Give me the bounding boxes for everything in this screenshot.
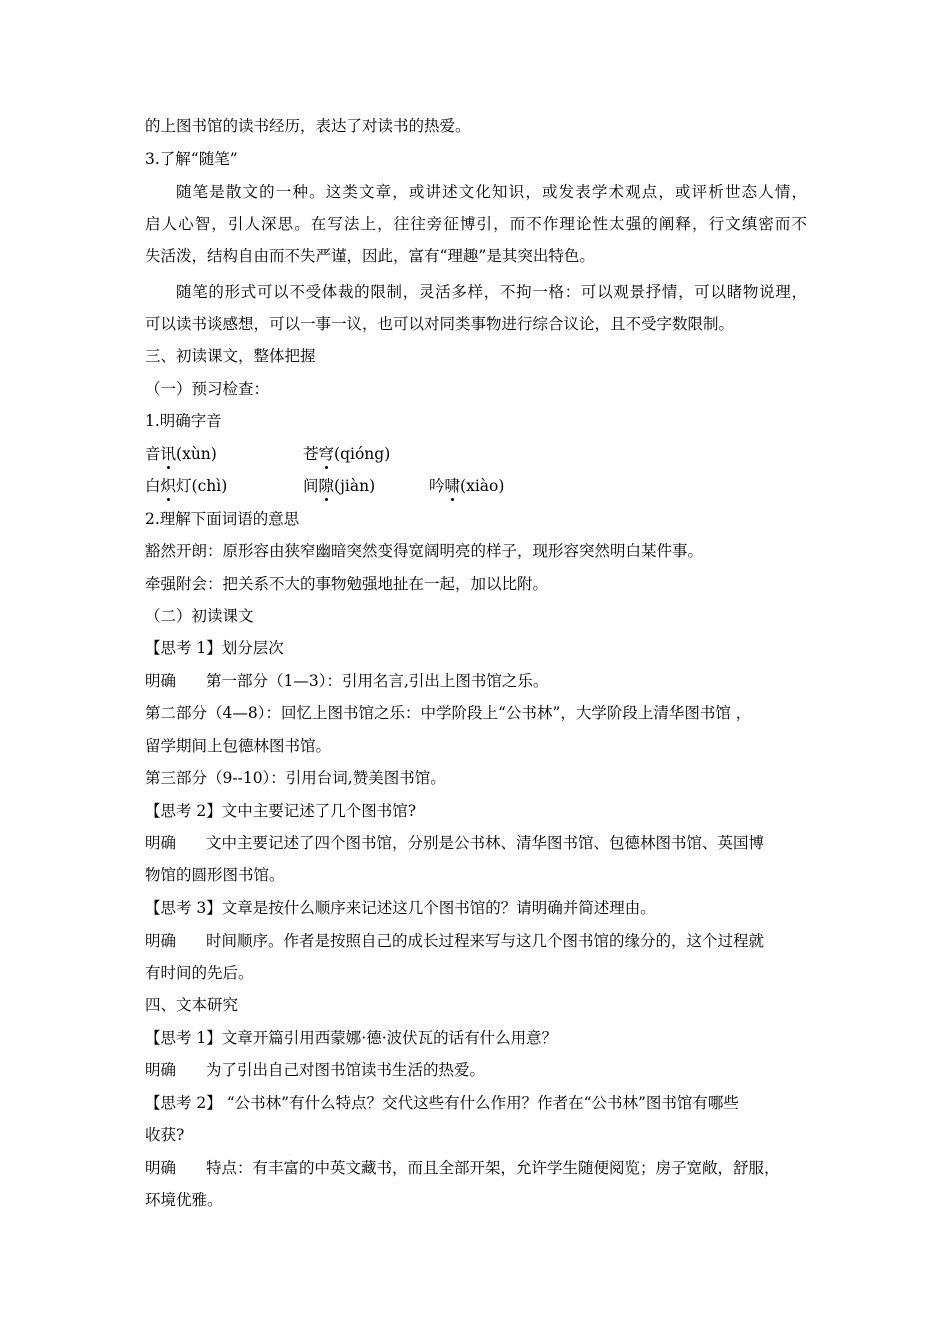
question-heading: 【思考 2】 “公书林”有什么特点？交代这些有什么作用？作者在“公书林”图书馆有哪些 (145, 1094, 739, 1112)
answer-line: 环境优雅。 (145, 1191, 223, 1209)
item-heading: 1.明确字音 (145, 412, 222, 430)
section-heading: 3.了解“随笔” (145, 150, 238, 168)
question-heading: 【思考 1】划分层次 (145, 639, 284, 657)
paragraph-line: 可以读书谈感想，可以一事一议，也可以对同类事物进行综合议论，且不受字数限制。 (145, 315, 735, 333)
answer-line: 留学期间上包德林图书馆。 (145, 737, 332, 755)
subsection-heading: （一）预习检查： (145, 380, 270, 398)
pronunciation-item: 苍穹(qióng) (303, 445, 391, 463)
paragraph-line: 启人心智，引人深思。在写法上，往往旁征博引，而不作理论性太强的阐释，行文缜密而不 (145, 215, 807, 233)
answer-line: 物馆的圆形图书馆。 (145, 866, 285, 884)
question-heading: 【思考 1】文章开篇引用西蒙娜·德·波伏瓦的话有什么用意？ (145, 1029, 558, 1047)
pronunciation-item: 吟啸(xiào) (429, 477, 505, 495)
answer-line: 明确 为了引出自己对图书馆读书生活的热爱。 (145, 1061, 486, 1079)
definition-line: 豁然开朗：原形容由狭窄幽暗突然变得宽阔明亮的样子，现形容突然明白某件事。 (145, 542, 704, 560)
paragraph-line: 的上图书馆的读书经历，表达了对读书的热爱。 (145, 117, 471, 135)
answer-line: 明确 特点：有丰富的中英文藏书，而且全部开架，允许学生随便阅览；房子宽敞，舒服， (145, 1159, 780, 1177)
subsection-heading: （二）初读课文 (145, 607, 254, 625)
pronunciation-item: 间隙(jiàn) (303, 477, 376, 495)
answer-line: 第三部分（9--10）：引用台词,赞美图书馆。 (145, 769, 446, 787)
definition-line: 牵强附会：把关系不大的事物勉强地扯在一起，加以比附。 (145, 575, 549, 593)
paragraph-line: 随笔的形式可以不受体裁的限制，灵活多样，不拘一格：可以观景抒情，可以睹物说理， (176, 283, 807, 301)
paragraph-line: 随笔是散文的一种。这类文章，或讲述文化知识，或发表学术观点，或评析世态人情， (176, 183, 807, 201)
pronunciation-item: 白炽灯(chì) (145, 477, 228, 495)
answer-line: 明确 文中主要记述了四个图书馆，分别是公书林、清华图书馆、包德林图书馆、英国博 (145, 834, 765, 852)
section-heading: 三、初读课文，整体把握 (145, 347, 316, 365)
question-heading: 收获? (145, 1126, 185, 1144)
answer-line: 明确 第一部分（1—3）：引用名言,引出上图书馆之乐。 (145, 672, 549, 690)
question-heading: 【思考 3】文章是按什么顺序来记述这几个图书馆的？请明确并简述理由。 (145, 899, 656, 917)
paragraph-line: 失活泼，结构自由而不失严谨，因此，富有“理趣”是其突出特色。 (145, 247, 595, 265)
question-heading: 【思考 2】文中主要记述了几个图书馆? (145, 802, 417, 820)
item-heading: 2.理解下面词语的意思 (145, 510, 300, 528)
pronunciation-item: 音讯(xùn) (145, 445, 217, 463)
answer-line: 有时间的先后。 (145, 964, 254, 982)
section-heading: 四、文本研究 (145, 996, 239, 1014)
answer-line: 第二部分（4—8）：回忆上图书馆之乐：中学阶段上“公书林”，大学阶段上清华图书馆 ， (145, 704, 752, 722)
answer-line: 明确 时间顺序。作者是按照自己的成长过程来写与这几个图书馆的缘分的，这个过程就 (145, 932, 765, 950)
